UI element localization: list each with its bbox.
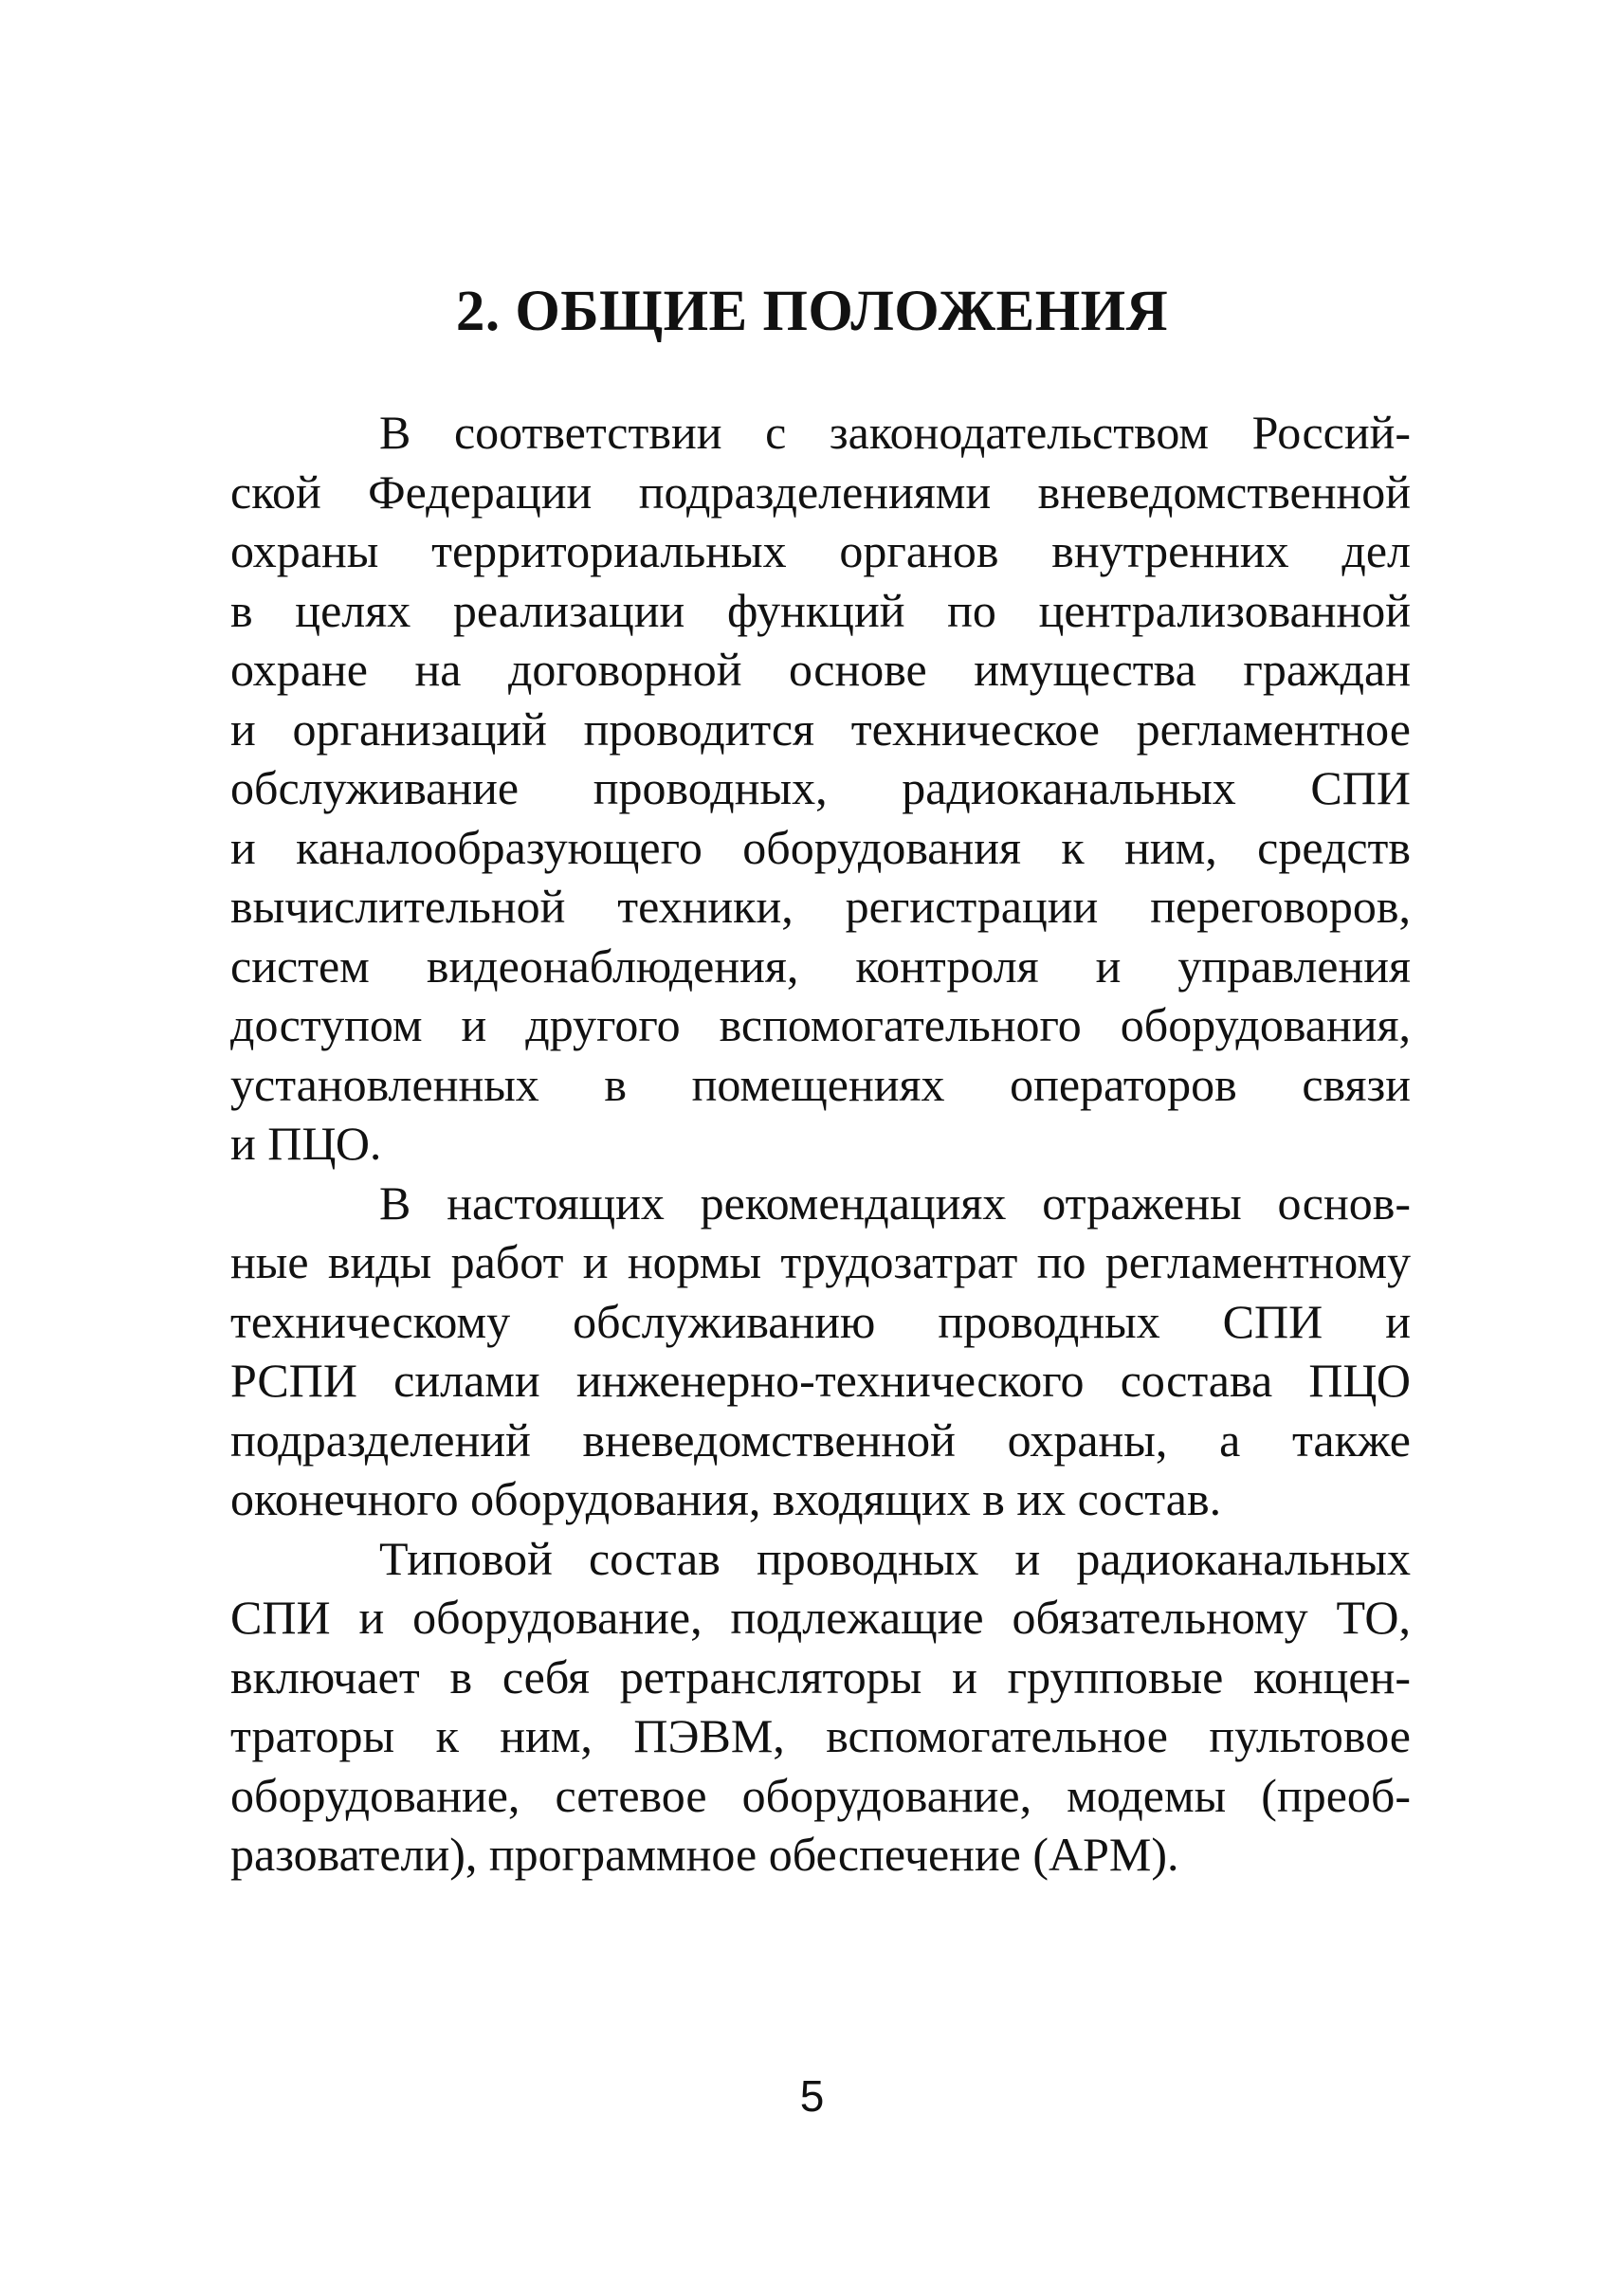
paragraph-line: вычислительной техники, регистрации переговоров,: [230, 880, 1411, 933]
body-text: [230, 403, 1411, 1885]
paragraph-line: подразделений вневедомственной охраны, а также: [230, 1412, 1411, 1467]
paragraph-1: [230, 403, 1411, 1174]
page-number: 5: [799, 2071, 825, 2121]
paragraph-line: установленных в помещениях операторов связи: [230, 1057, 1411, 1111]
paragraph-line: ные виды работ и нормы трудозатрат по регламентному: [230, 1235, 1411, 1288]
paragraph-line: доступом и другого вспомогательного оборудования,: [230, 998, 1411, 1051]
paragraph-line: СПИ и оборудование, подлежащие обязательному ТО,: [230, 1591, 1411, 1644]
paragraph-line: траторы к ним, ПЭВМ, вспомогательное пультовое: [230, 1709, 1411, 1762]
paragraph-line: и организаций проводится техническое регламентное: [230, 702, 1411, 756]
paragraph-line: оконечного оборудования, входящих в их состав.: [230, 1472, 1222, 1525]
section-heading: 2. ОБЩИЕ ПОЛОЖЕНИЯ: [455, 280, 1169, 343]
paragraph-line: в целях реализации функций по централизованной: [230, 583, 1411, 637]
paragraph-line: систем видеонаблюдения, контроля и управления: [230, 938, 1411, 993]
paragraph-line: и каналообразующего оборудования к ним, средств: [230, 820, 1411, 874]
paragraph-line: охраны территориальных органов внутренних дел: [230, 524, 1411, 577]
paragraph-line: разователи), программное обеспечение (АРМ).: [230, 1828, 1179, 1881]
paragraph-2: [230, 1174, 1411, 1529]
paragraph-line: Типовой состав проводных и радиоканальных: [379, 1531, 1411, 1585]
paragraph-line: оборудование, сетевое оборудование, модемы (преоб-: [230, 1768, 1411, 1822]
paragraph-line: В настоящих рекомендациях отражены основ-: [379, 1175, 1411, 1230]
paragraph-3: [230, 1529, 1411, 1885]
paragraph-line: техническому обслуживанию проводных СПИ и: [230, 1294, 1411, 1348]
paragraph-line: ской Федерации подразделениями вневедомственной: [230, 465, 1411, 519]
paragraph-line: включает в себя ретрансляторы и групповые концен-: [230, 1649, 1411, 1704]
paragraph-line: РСПИ силами инженерно-технического состава ПЦО: [230, 1354, 1411, 1407]
paragraph-line: и ПЦО.: [230, 1117, 382, 1170]
paragraph-line: охране на договорной основе имущества граждан: [230, 643, 1411, 696]
paragraph-line: обслуживание проводных, радиоканальных СПИ: [230, 761, 1411, 814]
paragraph-line: В соответствии с законодательством Россий-: [379, 406, 1411, 459]
